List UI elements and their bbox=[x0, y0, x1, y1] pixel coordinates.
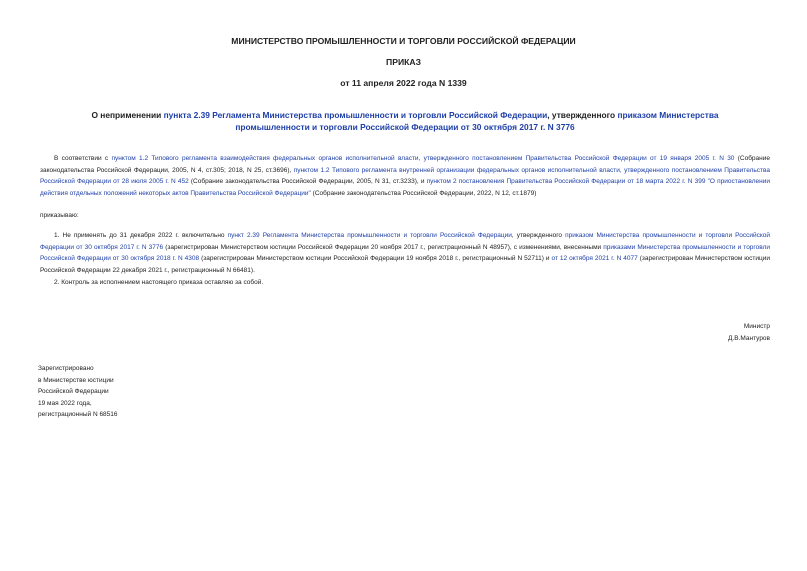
item-2-paragraph: 2. Контроль за исполнением настоящего приказа оставляю за собой. bbox=[54, 279, 264, 286]
preamble-link-3[interactable]: пунктом 2 постановления Правительства Российской Федерации от 18 марта 2022 г. N 399 "О приостановлении действия отдельных положений некоторых актов Правительства Российской Федерации" bbox=[40, 178, 770, 197]
subject-link-order[interactable]: приказом Министерства промышленности и торговли Российской Федерации от 30 октября 2017 г. N 3776 bbox=[235, 110, 719, 132]
preamble-text-3: (Собрание законодательства Российской Федерации, 2005, N 31, ст.3233), и bbox=[188, 178, 427, 186]
registration-line-2: в Министерстве юстиции bbox=[38, 376, 114, 384]
registration-line-1: Зарегистрировано bbox=[38, 365, 94, 372]
item1-link-4[interactable]: от 12 октября 2021 г. N 4077 bbox=[551, 255, 638, 263]
signature-name: Д.В.Мантуров bbox=[728, 335, 770, 342]
item1-link-1[interactable]: пункт 2.39 Регламента Министерства промышленности и торговли Российской Федерации bbox=[227, 232, 512, 239]
preamble-link-1[interactable]: пунктом 1.2 Типового регламента взаимодействия федеральных органов исполнительной власти, утвержденного постановлением Правительства Российской Федерации от 19 января 2005 г. N 30 bbox=[111, 155, 735, 162]
item1-link-3[interactable]: приказами Министерства промышленности и торговли Российской Федерации от 30 октября 2018 г. N 4308 bbox=[40, 243, 770, 263]
item1-text-1: 1. Не применять до 31 декабря 2022 г. включительно bbox=[54, 232, 228, 239]
subject-link-regulation[interactable]: пункта 2.39 Регламента Министерства промышленности и торговли Российской Федерации bbox=[163, 110, 548, 120]
registration-block bbox=[38, 363, 118, 421]
registration-line-5: регистрационный N 68516 bbox=[38, 411, 118, 419]
document-type: ПРИКАЗ bbox=[386, 57, 421, 67]
preamble-text-4: (Собрание законодательства Российской Федерации, 2022, N 12, ст.1879) bbox=[310, 189, 537, 197]
item1-text-3: (зарегистрирован Министерством юстиции Российской Федерации 20 ноября 2017 г., регистрационный N 48957), с изменениями, внесенными bbox=[163, 243, 604, 251]
order-word: приказываю: bbox=[40, 212, 79, 219]
item1-text-2: , утвержденного bbox=[511, 232, 566, 239]
preamble-text-1: В соответствии с bbox=[54, 155, 112, 162]
preamble-text-2: (Собрание законодательства Российской Федерации, 2005, N 4, ст.305; 2018, N 25, ст.3696), bbox=[40, 155, 770, 174]
preamble-paragraph bbox=[40, 153, 770, 199]
ministry-heading: МИНИСТЕРСТВО ПРОМЫШЛЕННОСТИ И ТОРГОВЛИ РОССИЙСКОЙ ФЕДЕРАЦИИ bbox=[231, 36, 576, 46]
subject-text-2: , утвержденного bbox=[547, 110, 618, 120]
item1-link-2[interactable]: приказом Министерства промышленности и торговли Российской Федерации от 30 октября 2017 г. N 3776 bbox=[40, 232, 771, 251]
item-1-paragraph bbox=[40, 230, 770, 276]
document-subject bbox=[60, 109, 750, 133]
registration-line-4: 19 мая 2022 года, bbox=[38, 399, 92, 407]
preamble-link-2[interactable]: пунктом 1.2 Типового регламента внутренней организации федеральных органов исполнительной власти, утвержденного постановлением Правительства Российской Федерации от 28 июля 2005 г. N 452 bbox=[40, 166, 770, 186]
date-number: от 11 апреля 2022 года N 1339 bbox=[340, 78, 467, 88]
signature-title: Министр bbox=[743, 323, 770, 330]
item1-text-4: (зарегистрирован Министерством юстиции Российской Федерации 19 ноября 2018 г., регистрационный N 52711) и bbox=[199, 255, 552, 263]
item1-text-5: (зарегистрирован Министерством юстиции Российской Федерации 22 декабря 2021 г., регистрационный N 66481). bbox=[40, 255, 771, 274]
registration-line-3: Российской Федерации bbox=[38, 388, 109, 396]
subject-text-1: О неприменении bbox=[91, 110, 164, 120]
signature-block bbox=[728, 321, 770, 345]
